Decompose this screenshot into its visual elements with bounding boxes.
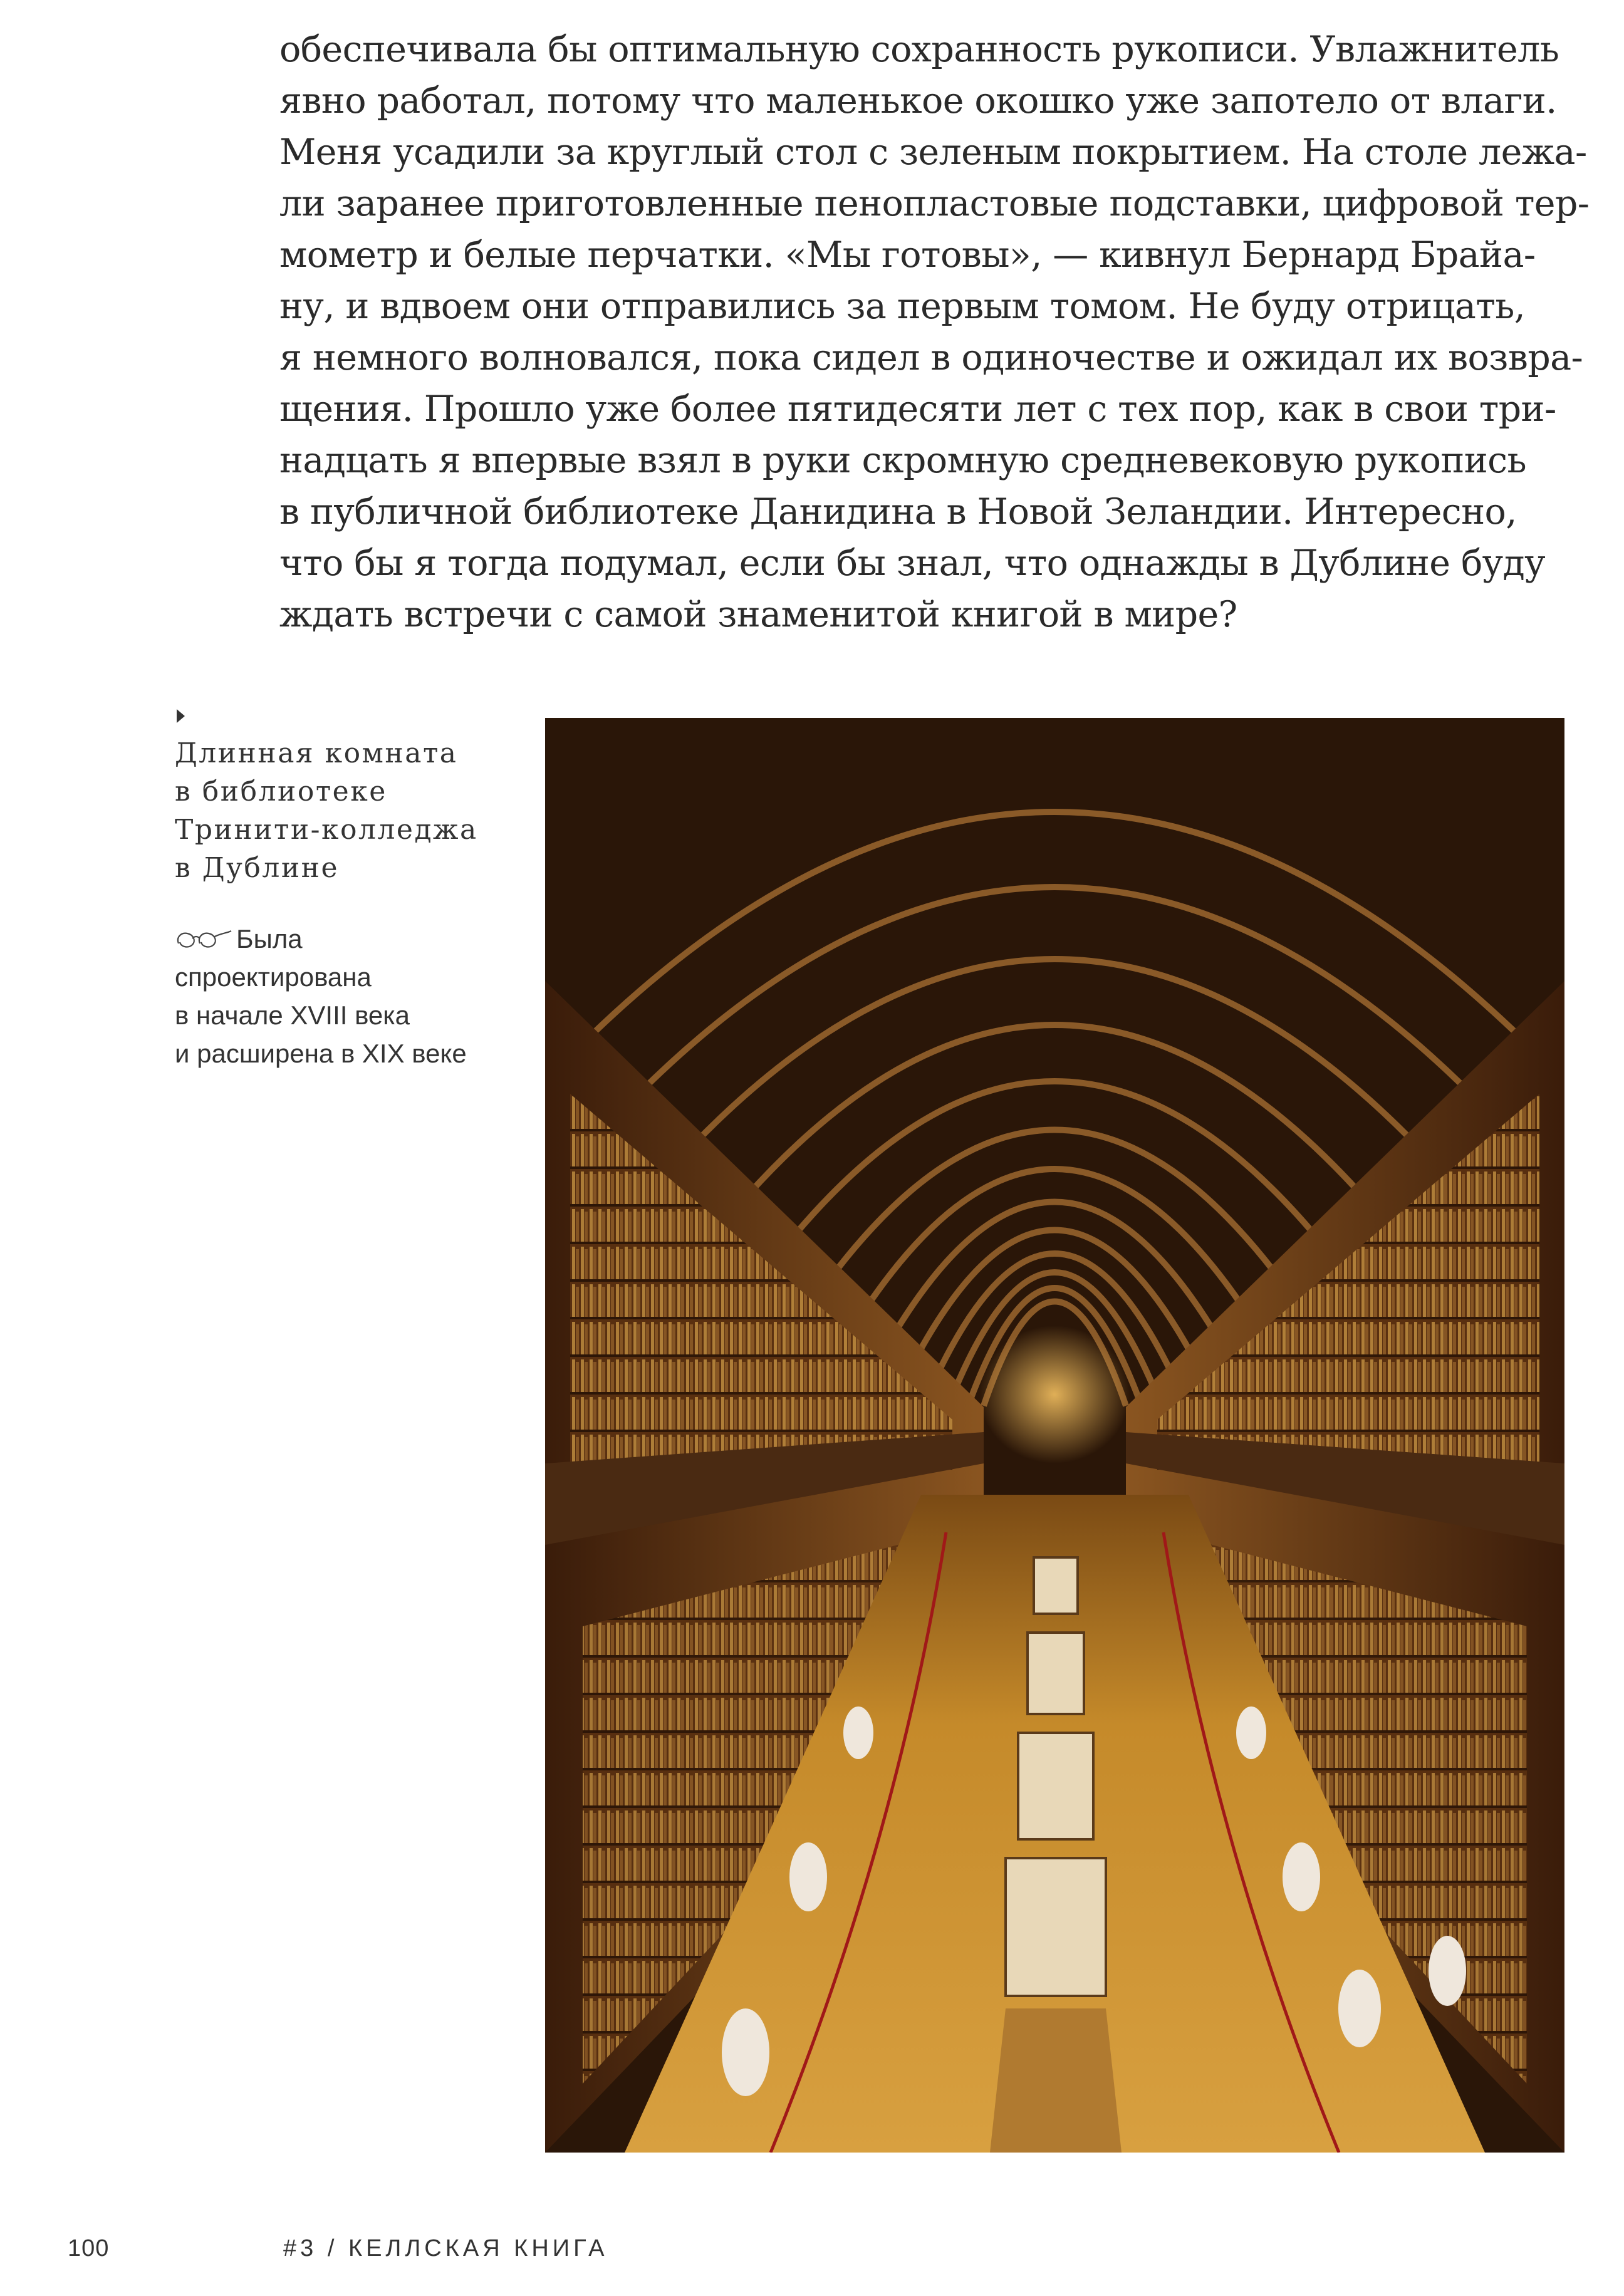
text-line: явно работал, потому что маленькое окошко уже запотело от влаги. <box>279 80 1557 122</box>
caption-title <box>175 734 526 887</box>
caption-title-line: Тринити-колледжа <box>175 814 478 846</box>
caption-title-line: Длинная комната <box>175 737 458 769</box>
caption-note-line: и расширена в XIX веке <box>175 1039 467 1068</box>
text-line: ли заранее приготовленные пенопластовые подставки, цифровой тер- <box>279 183 1590 224</box>
text-line: обеспечивала бы оптимальную сохранность рукописи. Увлажнитель <box>279 29 1559 70</box>
caption-note <box>175 920 526 1073</box>
page-number: 100 <box>68 2235 110 2262</box>
text-line: мометр и белые перчатки. «Мы готовы», — кивнул Бернард Брайа- <box>279 234 1536 276</box>
caption-note-line: в начале XVIII века <box>175 1000 410 1030</box>
library-photo <box>545 718 1564 2153</box>
text-line: что бы я тогда подумал, если бы знал, что однажды в Дублине буду <box>279 543 1546 584</box>
text-line: я немного волновался, пока сидел в одиночестве и ожидал их возвра- <box>279 337 1583 378</box>
text-line: Меня усадили за круглый стол с зеленым покрытием. На столе лежа- <box>279 132 1587 173</box>
text-line: ну, и вдвоем они отправились за первым томом. Не буду отрицать, <box>279 286 1526 327</box>
text-line: в публичной библиотеке Данидина в Новой Зеландии. Интересно, <box>279 491 1517 532</box>
caption-title-line: в Дублине <box>175 852 340 884</box>
text-line: щения. Прошло уже более пятидесяти лет с тех пор, как в свои три- <box>279 388 1556 430</box>
caption-note-first-word: Была <box>236 924 303 953</box>
running-head: #3 / КЕЛЛСКАЯ КНИГА <box>283 2235 608 2262</box>
glasses-icon <box>175 928 232 950</box>
text-line: надцать я впервые взял в руки скромную средневековую рукопись <box>279 440 1526 481</box>
library-illustration <box>545 718 1564 2153</box>
caption-note-line: спроектирована <box>175 962 372 992</box>
body-text <box>279 24 1590 640</box>
caption-note-first-line <box>175 920 526 958</box>
caption-title-line: в библиотеке <box>175 776 387 808</box>
triangle-right-icon <box>177 709 185 723</box>
text-line: ждать встречи с самой знаменитой книгой в мире? <box>279 594 1237 635</box>
